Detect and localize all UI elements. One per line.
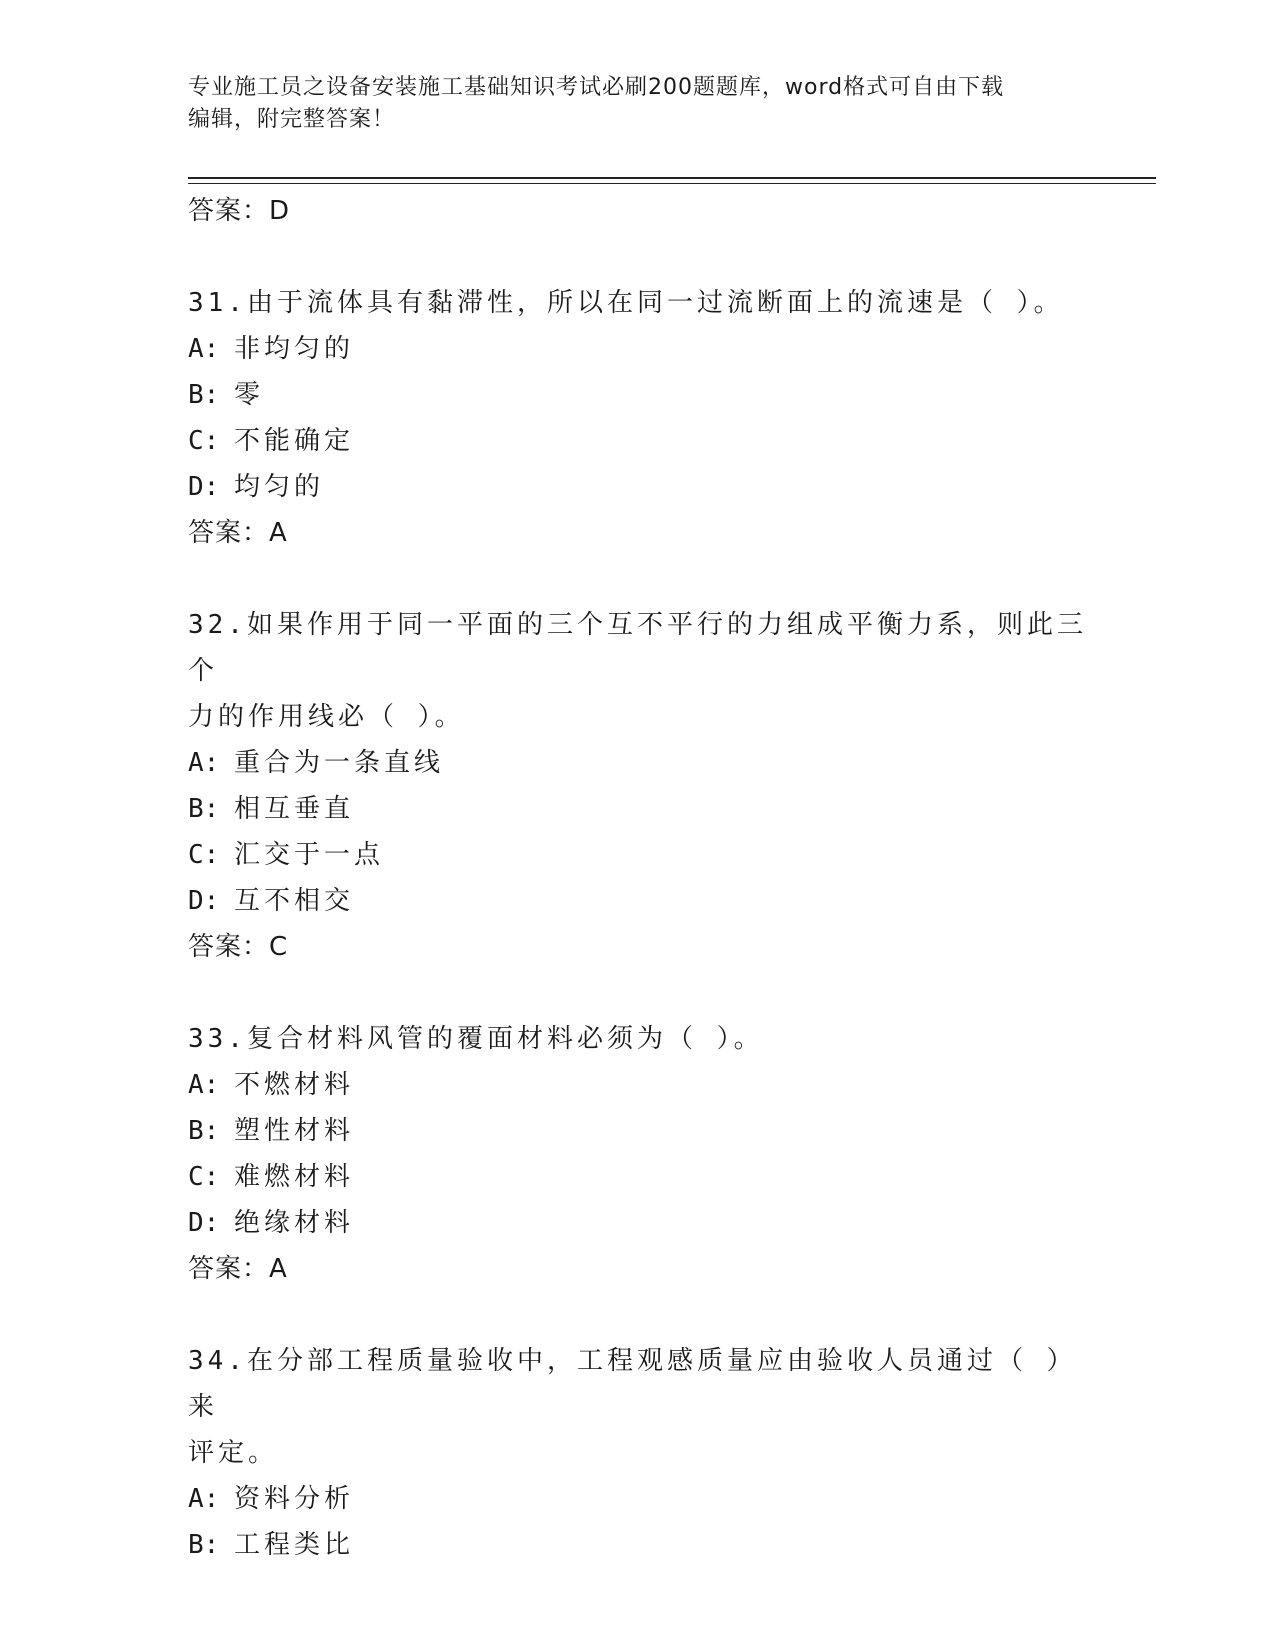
question-stem-line-2: 评定。 [188,1438,279,1468]
option-letter: C: [188,426,220,456]
header-divider-thin [188,183,1156,184]
option-text: 塑性材料 [234,1116,355,1146]
option-letter: D: [188,886,220,916]
answer-line: 答案：A [188,1254,288,1284]
option-d [188,878,1088,924]
option-letter: B: [188,380,220,410]
option-text: 不燃材料 [234,1070,355,1100]
option-text: 资料分析 [234,1484,355,1514]
answer-line: 答案：D [188,196,291,226]
option-text: 绝缘材料 [234,1208,355,1238]
option-letter: B: [188,1116,220,1146]
option-text: 重合为一条直线 [234,748,445,778]
question-32 [188,602,1088,970]
document-header [188,72,1068,136]
option-b [188,1522,1088,1568]
spacer [188,970,1088,1016]
option-c [188,832,1088,878]
option-b [188,1108,1088,1154]
option-letter: A: [188,1070,220,1100]
option-text: 相互垂直 [234,794,355,824]
option-letter: B: [188,794,220,824]
spacer [188,234,1088,280]
question-33 [188,1016,1088,1292]
question-stem-line-1: 34.在分部工程质量验收中，工程观感质量应由验收人员通过（ ）来 [188,1346,1077,1422]
option-text: 均匀的 [234,472,325,502]
question-list [188,188,1088,1568]
option-letter: D: [188,472,220,502]
option-a [188,1062,1088,1108]
option-c [188,418,1088,464]
option-d [188,1200,1088,1246]
header-line-2: 编辑，附完整答案！ [188,107,396,132]
option-a [188,740,1088,786]
option-text: 工程类比 [234,1530,355,1560]
option-letter: A: [188,334,220,364]
option-letter: B: [188,1530,220,1560]
answer-line: 答案：C [188,932,289,962]
option-letter: A: [188,1484,220,1514]
option-text: 零 [234,380,265,410]
answer-line: 答案：A [188,518,288,548]
spacer [188,556,1088,602]
spacer [188,1292,1088,1338]
option-d [188,464,1088,510]
option-text: 难燃材料 [234,1162,355,1192]
option-letter: A: [188,748,220,778]
question-34 [188,1338,1088,1568]
option-a [188,326,1088,372]
question-stem-line-1: 32.如果作用于同一平面的三个互不平行的力组成平衡力系，则此三个 [188,610,1087,686]
option-text: 非均匀的 [234,334,355,364]
option-text: 汇交于一点 [234,840,385,870]
question-stem: 31.由于流体具有黏滞性，所以在同一过流断面上的流速是（ ）。 [188,288,1064,318]
option-b [188,786,1088,832]
header-divider-thick [188,177,1156,179]
option-text: 不能确定 [234,426,355,456]
option-letter: C: [188,840,220,870]
option-letter: D: [188,1208,220,1238]
question-31 [188,280,1088,556]
option-b [188,372,1088,418]
option-letter: C: [188,1162,220,1192]
option-text: 互不相交 [234,886,355,916]
question-stem-line-2: 力的作用线必（ ）。 [188,702,465,732]
header-line-1: 专业施工员之设备安装施工基础知识考试必刷200题题库，word格式可自由下载 [188,75,1005,100]
option-c [188,1154,1088,1200]
option-a [188,1476,1088,1522]
question-stem: 33.复合材料风管的覆面材料必须为（ ）。 [188,1024,764,1054]
